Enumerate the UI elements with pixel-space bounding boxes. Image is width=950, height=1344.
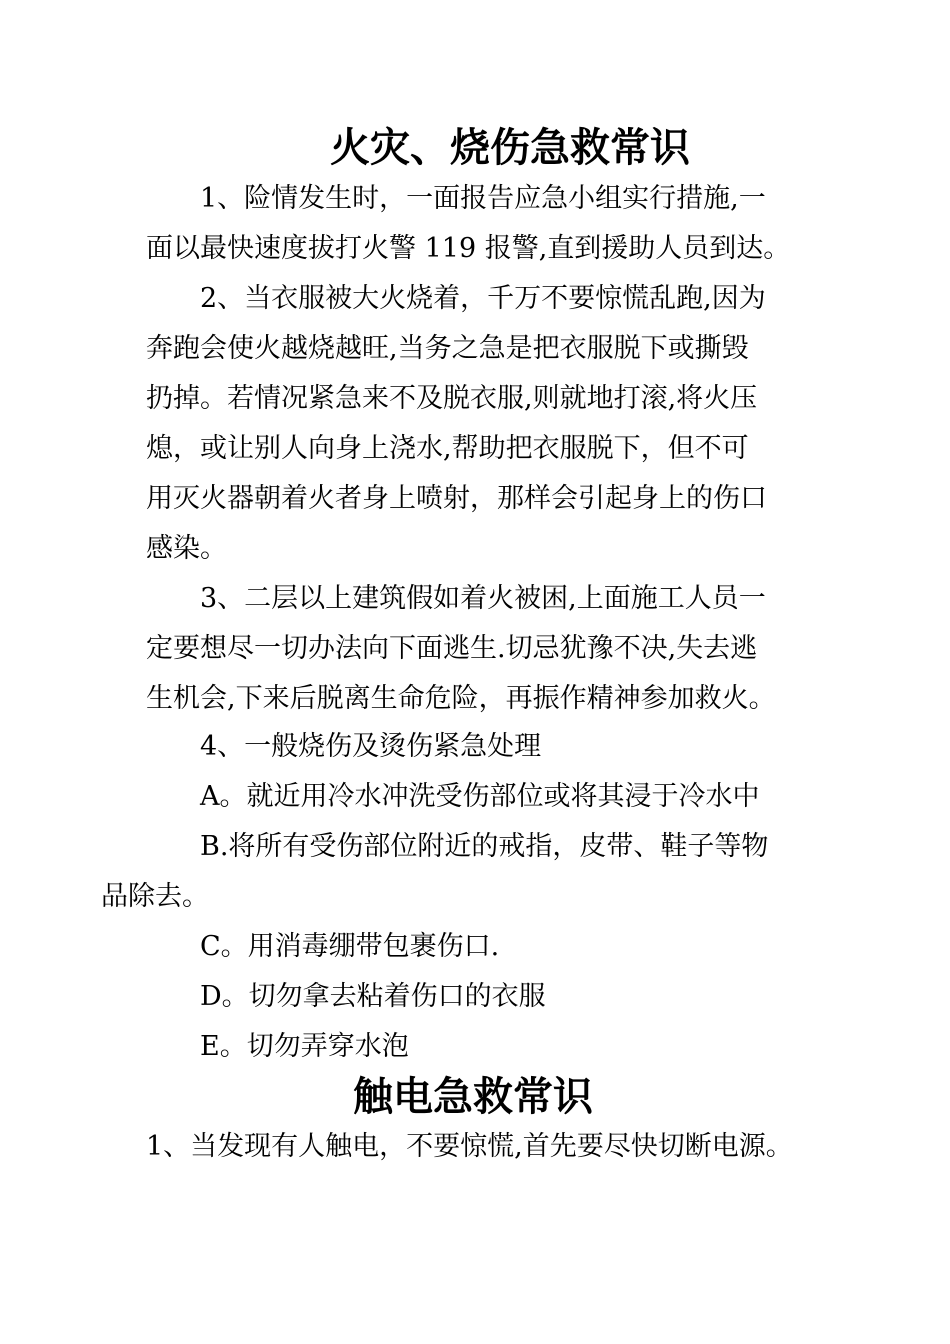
paragraph-line: 1、当发现有人触电，不要惊慌,首先要尽快切断电源。 [146,1131,793,1162]
paragraph-line: 生机会,下来后脱离生命危险，再振作精神参加救火。 [146,683,776,714]
paragraph-line: 感染。 [146,533,227,564]
paragraph-line: 3、二层以上建筑假如着火被困,上面施工人员一 [200,583,766,614]
list-item: A。就近用冷水冲洗受伤部位或将其浸于冷水中 [200,781,760,812]
paragraph-line: 4、一般烧伤及烫伤紧急处理 [200,731,542,762]
list-item-continuation: 品除去。 [101,881,209,912]
paragraph-line: 奔跑会使火越烧越旺,当务之急是把衣服脱下或撕毁 [146,333,749,364]
list-item: D。切勿拿去粘着伤口的衣服 [200,981,546,1012]
fire-burn-first-aid-title: 火灾、烧伤急救常识 [330,125,690,171]
paragraph-line: 扔掉。若情况紧急来不及脱衣服,则就地打滚,将火压 [146,383,758,414]
paragraph-line: 定要想尽一切办法向下面逃生.切忌犹豫不决,失去逃 [146,633,758,664]
paragraph-line: 2、当衣服被大火烧着，千万不要惊慌乱跑,因为 [200,283,766,314]
paragraph-line: 熄，或让别人向身上浇水,帮助把衣服脱下，但不可 [146,433,749,464]
paragraph-line: 1、险情发生时，一面报告应急小组实行措施,一 [200,183,766,214]
paragraph-line: 用灭火器朝着火者身上喷射，那样会引起身上的伤口 [146,483,767,514]
list-item: C。用消毒绷带包裹伤口. [200,931,500,962]
list-item: E。切勿弄穿水泡 [200,1031,409,1062]
list-item: B.将所有受伤部位附近的戒指，皮带、鞋子等物 [200,831,769,862]
electric-shock-first-aid-title: 触电急救常识 [353,1074,593,1120]
paragraph-line: 面以最快速度拔打火警 119 报警,直到援助人员到达。 [146,233,791,264]
